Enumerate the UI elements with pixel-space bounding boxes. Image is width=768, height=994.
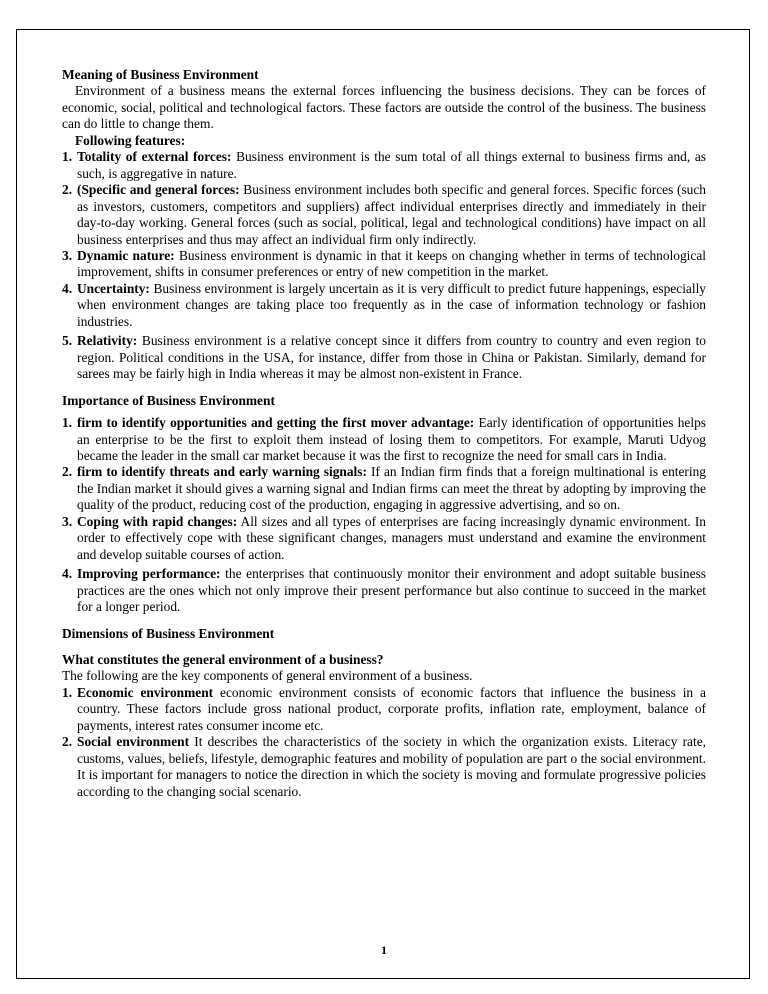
list-item: 3. Coping with rapid changes: All sizes and all types of enterprises are facing increasingly dynamic environment. In order to effectively cope with these significant changes, managers must understand and examine the environment and develop suitable courses of action. [62, 513, 706, 562]
list-item: 1. Economic environment economic environment consists of economic factors that influence the business in a country. These factors include gross national product, corporate profits, inflation rate, employment, balance of payments, interest rates consumer income etc. [62, 684, 706, 733]
list-item: 2. firm to identify threats and early warning signals: If an Indian firm finds that a foreign multinational is entering the Indian market it should gives a warning signal and Indian firms can meet the threat by adopting by improving the quality of the product, reducing cost of the production, engaging in aggressive advertising, and so on. [62, 464, 706, 513]
list-item: 2. Social environment It describes the characteristics of the society in which the organization exists. Literacy rate, customs, values, beliefs, lifestyle, demographic features and mobility of population are part o the social environment. It is important for managers to notice the direction in which the society is moving and formulate progressive policies according to the changing social scenario. [62, 734, 706, 799]
dimensions-list [62, 685, 706, 800]
list-item: 1. Totality of external forces: Business environment is the sum total of all things external to business firms and, as such, is aggregative in nature. [62, 149, 706, 181]
list-item: 4. Improving performance: the enterprises that continuously monitor their environment and adopt suitable business practices are the ones which not only improve their present performance but also continue to succeed in the market for a longer period. [62, 566, 706, 615]
features-list [62, 149, 706, 382]
page-number: 1 [381, 943, 387, 957]
section-title-meaning: Meaning of Business Environment [62, 67, 259, 82]
question-heading: What constitutes the general environment of a business? [62, 651, 384, 667]
list-item: 4. Uncertainty: Business environment is largely uncertain as it is very difficult to predict future happenings, especially when environment changes are taking place too frequently as in the case of information technology or fashion industries. [62, 280, 706, 329]
section-title-dimensions: Dimensions of Business Environment [62, 625, 275, 641]
document-body [62, 67, 706, 800]
importance-list [62, 415, 706, 615]
list-item: 1. firm to identify opportunities and getting the first mover advantage: Early identification of opportunities helps an enterprise to be the first to exploit them instead of losing them to competitors. For example, Maruti Udyog became the leader in the small car market because it was the first to recognize the need for small cars in India. [62, 415, 707, 463]
features-label: Following features: [75, 132, 186, 148]
dimensions-lead-text: The following are the key components of general environment of a business. [62, 668, 473, 684]
list-item: 5. Relativity: Business environment is a relative concept since it differs from country to country and even region to region. Political conditions in the USA, for instance, differ from those in China or Pakistan. Similarly, demand for sarees may be fairly high in India whereas it may be almost non-existent in France. [62, 333, 706, 382]
meaning-intro-paragraph: Environment of a business means the external forces influencing the business decisions. They can be forces of economic, social, political and technological factors. These factors are outside the control of the business. The business can do little to change them. [62, 83, 706, 132]
section-title-importance: Importance of Business Environment [62, 392, 275, 408]
list-item: 2. (Specific and general forces: Business environment includes both specific and general forces. Specific forces (such as investors, customers, competitors and suppliers) affect individual enterprises directly and immediately in their day-to-day working. General forces (such as social, political, legal and technological conditions) have impact on all business enterprises and thus may affect an individual firm only indirectly. [62, 182, 706, 247]
list-item: 3. Dynamic nature: Business environment is dynamic in that it keeps on changing whether in terms of technological improvement, shifts in consumer preferences or entry of new competition in the market. [62, 247, 707, 280]
